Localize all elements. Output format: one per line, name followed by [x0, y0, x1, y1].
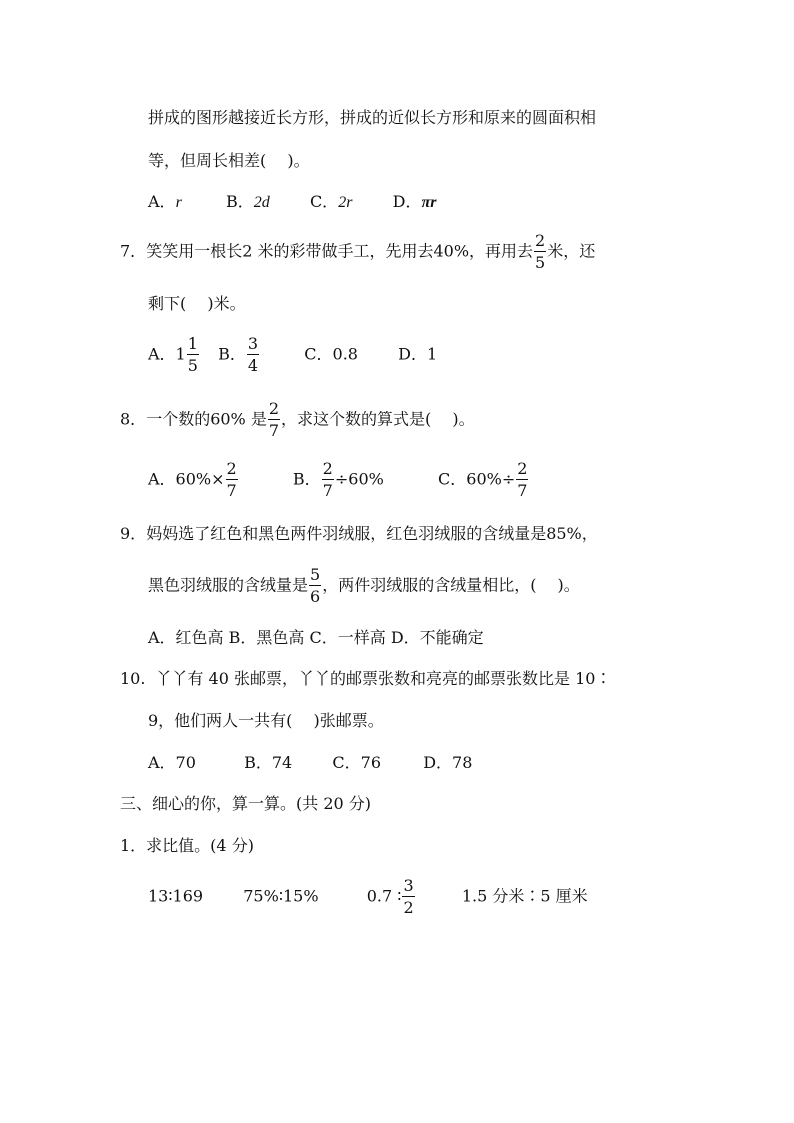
q6-option-a-label: A．: [148, 192, 176, 211]
ratio-c-fraction: $\frac{3}{2}$: [403, 876, 414, 917]
section3-items: [148, 878, 588, 916]
q6-options: [148, 194, 436, 211]
q7-options: [148, 336, 437, 374]
q9-text: 妈妈选了红色和黑色两件羽绒服，红色羽绒服的含绒量是85%，: [146, 524, 598, 543]
q6-option-c-label: C．: [309, 192, 339, 211]
q9-text-a: 黑色羽绒服的含绒量是: [148, 575, 309, 595]
q8-option-a: A．60%×: [148, 469, 225, 489]
q7-fraction: $\frac{2}{5}$: [535, 231, 546, 272]
q9-fraction: $\frac{5}{6}$: [310, 565, 321, 606]
q8-option-b-tail: ÷60%: [334, 469, 384, 489]
q9-text-b: ，两件羽绒服的含绒量相比，( )。: [322, 575, 580, 595]
q6-line2: 等，但周长相差( )。: [148, 151, 310, 170]
section3-title: 三、细心的你，算一算。(共 20 分): [120, 794, 372, 813]
q6-option-b-label: B．: [225, 192, 254, 211]
q9-number: 9．: [120, 524, 147, 543]
q7-option-b: B．: [218, 344, 246, 364]
q7-number: 7．: [120, 241, 147, 261]
q10-options: [148, 755, 472, 771]
q6-option-b-value: 2d: [253, 194, 270, 211]
q10-line2: 9，他们两人一共有( )张邮票。: [148, 711, 384, 730]
q7-option-a-fraction: $\frac{1}{5}$: [187, 334, 198, 375]
q7-line1: [120, 233, 595, 271]
q8-option-a-fraction: $\frac{2}{7}$: [226, 459, 237, 500]
q10-number: 10.: [120, 669, 146, 688]
q10-option-a: A．70: [148, 753, 196, 772]
q7-line2: 剩下( )米。: [148, 294, 246, 313]
q8-options: [148, 461, 529, 499]
ratio-c: 0.7 ∶: [366, 886, 402, 906]
q10-line1: [120, 671, 611, 687]
q6-line1: 拼成的图形越接近长方形，拼成的近似长方形和原来的圆面积相: [148, 108, 597, 127]
q7-option-a: A．1: [148, 344, 186, 364]
q7-option-c: C．0.8: [304, 344, 358, 364]
ratio-a: 13∶169: [148, 886, 204, 906]
q9-options: A．红色高 B．黑色高 C．一样高 D．不能确定: [148, 628, 484, 647]
q8-fraction: $\frac{2}{7}$: [268, 399, 280, 440]
q6-option-c-value: 2r: [338, 194, 353, 211]
q10-text: 丫丫有 40 张邮票，丫丫的邮票张数和亮亮的邮票张数比是 10∶: [155, 669, 612, 688]
q8-option-c-fraction: $\frac{2}{7}$: [517, 459, 528, 500]
q7-text-b: 米，还: [547, 241, 596, 261]
q10-option-d: D．78: [423, 753, 473, 772]
q10-option-c: C．76: [332, 753, 382, 772]
q6-option-a-value: r: [175, 194, 182, 211]
q8-option-b-fraction: $\frac{2}{7}$: [322, 459, 333, 500]
ratio-d: 1.5 分米∶5 厘米: [461, 886, 588, 906]
q9-line1: [120, 526, 598, 542]
ratio-b: 75%∶15%: [243, 886, 319, 906]
q8-text-b: ，求这个数的算式是( )。: [281, 409, 475, 429]
q6-option-d-label: D．: [392, 192, 422, 211]
q8-line1: [120, 401, 475, 439]
section3-q1: 1．求比值。(4 分): [120, 836, 254, 855]
q7-option-b-fraction: $\frac{3}{4}$: [247, 334, 259, 375]
q6-option-d-value: πr: [421, 194, 437, 211]
q8-option-c: C．60%÷: [438, 469, 516, 489]
q8-number: 8．: [120, 409, 147, 429]
q8-text-a: 一个数的60% 是: [146, 409, 267, 429]
q7-option-d: D．1: [398, 344, 438, 364]
q7-text-a: 笑笑用一根长2 米的彩带做手工，先用去40%，再用去: [146, 241, 534, 261]
q10-option-b: B．74: [244, 753, 293, 772]
q9-line2: [148, 567, 580, 605]
q8-option-b: B．: [292, 469, 321, 489]
